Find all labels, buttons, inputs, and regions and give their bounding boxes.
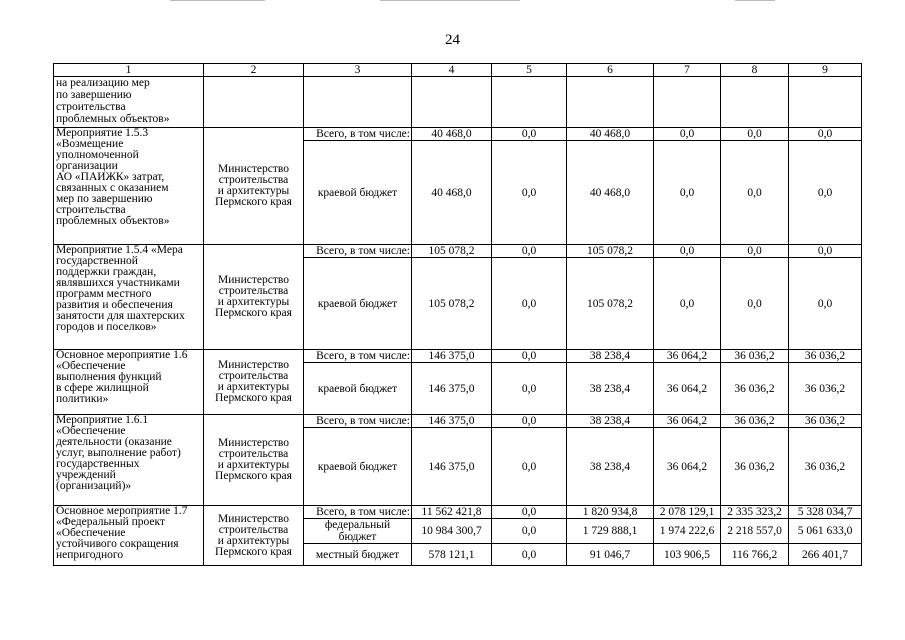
executor-line: Министерство [218, 437, 289, 449]
page-number: 24 [445, 32, 460, 48]
amount-cell: 146 375,0 [412, 428, 492, 506]
description-line: устойчивого сокращения [56, 538, 179, 550]
description-line: АО «ПАИЖК» затрат, [56, 171, 165, 183]
amount-cell: 1 820 934,8 [567, 506, 654, 519]
table-row [54, 415, 862, 428]
empty-cell [567, 77, 654, 128]
column-header: 9 [789, 64, 862, 77]
top-rule-middle [380, 0, 520, 1]
empty-cell [492, 77, 567, 128]
amount-cell: 2 078 129,1 [654, 506, 721, 519]
measure-description [54, 506, 204, 566]
executor-line: Пермского края [215, 307, 292, 319]
description-line: Мероприятие 1.5.3 [56, 127, 149, 139]
description-line: мер по завершению [56, 193, 153, 205]
amount-cell: 0,0 [721, 258, 789, 350]
executor-line: и архитектуры [217, 185, 290, 197]
description-line: «Обеспечение [56, 527, 126, 539]
executor-line: и архитектуры [217, 381, 290, 393]
funding-source [304, 141, 412, 245]
funding-source-total: Всего, в том числе: [304, 128, 412, 141]
amount-cell: 0,0 [492, 350, 567, 363]
top-rule-right [735, 0, 775, 1]
amount-cell: 40 468,0 [412, 128, 492, 141]
amount-cell: 0,0 [492, 519, 567, 544]
measure-description [54, 350, 204, 415]
funding-source-line: краевой бюджет [317, 186, 398, 199]
amount-cell: 0,0 [492, 544, 567, 566]
table-row [54, 128, 862, 141]
description-line: строительства [56, 204, 126, 216]
description-line: программ местного [56, 288, 152, 300]
amount-cell: 0,0 [789, 245, 862, 258]
amount-cell: 116 766,2 [721, 544, 789, 566]
amount-cell: 36 036,2 [721, 428, 789, 506]
column-header: 8 [721, 64, 789, 77]
amount-cell: 0,0 [492, 415, 567, 428]
amount-cell: 40 468,0 [412, 141, 492, 245]
measure-description [54, 128, 204, 245]
empty-cell [654, 77, 721, 128]
description-line: Мероприятие 1.5.4 «Мера [56, 244, 183, 256]
description-line: развития и обеспечения [56, 299, 173, 311]
funding-source-total: Всего, в том числе: [304, 506, 412, 519]
description-line: Мероприятие 1.6.1 [56, 414, 149, 426]
amount-cell: 105 078,2 [412, 258, 492, 350]
description-line: проблемных объектов» [56, 113, 170, 125]
funding-source-line: краевой бюджет [317, 460, 398, 473]
amount-cell: 2 218 557,0 [721, 519, 789, 544]
empty-cell [304, 77, 412, 128]
column-header: 6 [567, 64, 654, 77]
column-header: 3 [304, 64, 412, 77]
table-row [54, 77, 862, 128]
amount-cell: 105 078,2 [567, 245, 654, 258]
amount-cell: 146 375,0 [412, 363, 492, 415]
executor-line: Пермского края [215, 392, 292, 404]
description-line: услуг, выполнение работ) [56, 447, 181, 459]
executor-line: строительства [218, 523, 289, 536]
amount-cell: 38 238,4 [567, 428, 654, 506]
funding-source [304, 519, 412, 544]
description-line: «Обеспечение [56, 360, 126, 372]
amount-cell: 578 121,1 [412, 544, 492, 566]
funding-source-total: Всего, в том числе: [304, 350, 412, 363]
measure-description [54, 77, 204, 128]
amount-cell: 0,0 [789, 258, 862, 350]
amount-cell: 40 468,0 [567, 141, 654, 245]
description-line: занятости для шахтерских [56, 310, 185, 322]
funding-source [304, 428, 412, 506]
amount-cell: 0,0 [492, 506, 567, 519]
description-line: уполномоченной [56, 149, 139, 161]
amount-cell: 36 036,2 [721, 415, 789, 428]
amount-cell: 0,0 [789, 128, 862, 141]
description-line: «Возмещение [56, 138, 124, 150]
description-line: связанных с оказанием [56, 182, 169, 194]
amount-cell: 0,0 [492, 245, 567, 258]
description-line: в сфере жилищной [56, 382, 149, 394]
description-line: государственных [56, 458, 140, 470]
funding-source-line: краевой бюджет [317, 382, 398, 395]
amount-cell: 1 729 888,1 [567, 519, 654, 544]
executor-line: строительства [218, 174, 289, 186]
empty-cell [721, 77, 789, 128]
executor [204, 245, 304, 350]
funding-source [304, 258, 412, 350]
amount-cell: 36 064,2 [654, 415, 721, 428]
amount-cell: 5 061 633,0 [789, 519, 862, 544]
description-line: Основное мероприятие 1.6 [56, 349, 188, 361]
executor-line: Министерство [218, 163, 289, 175]
column-header: 4 [412, 64, 492, 77]
amount-cell: 10 984 300,7 [412, 519, 492, 544]
empty-cell [789, 77, 862, 128]
amount-cell: 266 401,7 [789, 544, 862, 566]
amount-cell: 0,0 [492, 141, 567, 245]
description-line: поддержки граждан, [56, 266, 157, 278]
executor-line: Министерство [218, 274, 289, 286]
executor-line: Министерство [218, 512, 289, 525]
executor [204, 350, 304, 415]
amount-cell: 36 064,2 [654, 363, 721, 415]
executor-line: строительства [218, 370, 289, 382]
executor-line: строительства [218, 285, 289, 297]
column-number-row [54, 64, 862, 77]
description-line: на реализацию мер [56, 77, 150, 89]
amount-cell: 36 036,2 [789, 428, 862, 506]
funding-source-line: федеральный [324, 519, 391, 531]
budget-table [53, 63, 862, 566]
description-line: строительства [56, 101, 126, 113]
amount-cell: 36 064,2 [654, 350, 721, 363]
funding-source-total: Всего, в том числе: [304, 415, 412, 428]
amount-cell: 36 036,2 [789, 363, 862, 415]
amount-cell: 0,0 [721, 245, 789, 258]
description-line: по завершению [56, 89, 132, 101]
amount-cell: 11 562 421,8 [412, 506, 492, 519]
description-line: «Федеральный проект [56, 516, 165, 528]
amount-cell: 0,0 [789, 141, 862, 245]
description-line: (организаций)» [56, 480, 132, 492]
description-line: организации [56, 160, 118, 172]
amount-cell: 0,0 [492, 128, 567, 141]
amount-cell: 105 078,2 [567, 258, 654, 350]
amount-cell: 36 036,2 [789, 350, 862, 363]
description-line: политики» [56, 393, 109, 405]
description-line: государственной [56, 255, 138, 267]
amount-cell: 1 974 222,6 [654, 519, 721, 544]
amount-cell: 36 036,2 [789, 415, 862, 428]
amount-cell: 0,0 [492, 363, 567, 415]
executor-line: Пермского края [215, 545, 292, 558]
funding-source-total: Всего, в том числе: [304, 245, 412, 258]
executor-line: строительства [218, 448, 289, 460]
empty-cell [204, 77, 304, 128]
column-header: 7 [654, 64, 721, 77]
amount-cell: 2 335 323,2 [721, 506, 789, 519]
amount-cell: 146 375,0 [412, 415, 492, 428]
executor-line: Пермского края [215, 196, 292, 208]
executor-line: Пермского края [215, 470, 292, 482]
top-rule-left [170, 0, 265, 1]
executor-line: и архитектуры [217, 459, 290, 471]
measure-description [54, 245, 204, 350]
amount-cell: 0,0 [654, 258, 721, 350]
column-header: 2 [204, 64, 304, 77]
measure-description [54, 415, 204, 506]
executor-line: и архитектуры [217, 296, 290, 308]
amount-cell: 105 078,2 [412, 245, 492, 258]
amount-cell: 36 036,2 [721, 363, 789, 415]
amount-cell: 40 468,0 [567, 128, 654, 141]
description-line: городов и поселков» [56, 321, 157, 333]
amount-cell: 36 036,2 [721, 350, 789, 363]
executor-line: и архитектуры [217, 534, 290, 547]
funding-source-line: бюджет [338, 531, 377, 543]
amount-cell: 0,0 [721, 141, 789, 245]
table-row [54, 350, 862, 363]
description-line: «Обеспечение [56, 425, 126, 437]
amount-cell: 38 238,4 [567, 350, 654, 363]
amount-cell: 36 064,2 [654, 428, 721, 506]
table-row [54, 506, 862, 519]
amount-cell: 146 375,0 [412, 350, 492, 363]
column-header: 1 [54, 64, 204, 77]
funding-source-line: местный бюджет [315, 548, 400, 561]
executor [204, 128, 304, 245]
executor [204, 415, 304, 506]
amount-cell: 0,0 [654, 128, 721, 141]
amount-cell: 38 238,4 [567, 415, 654, 428]
amount-cell: 103 906,5 [654, 544, 721, 566]
description-line: проблемных объектов» [56, 215, 170, 227]
description-line: Основное мероприятие 1.7 [56, 505, 188, 517]
amount-cell: 0,0 [492, 428, 567, 506]
executor [204, 506, 304, 566]
description-line: выполнения функций [56, 371, 162, 383]
amount-cell: 0,0 [654, 141, 721, 245]
column-header: 5 [492, 64, 567, 77]
executor-line: Министерство [218, 359, 289, 371]
amount-cell: 91 046,7 [567, 544, 654, 566]
funding-source [304, 363, 412, 415]
amount-cell: 0,0 [654, 245, 721, 258]
amount-cell: 0,0 [721, 128, 789, 141]
table-row [54, 245, 862, 258]
description-line: являвшихся участниками [56, 277, 180, 289]
amount-cell: 38 238,4 [567, 363, 654, 415]
funding-source [304, 544, 412, 566]
description-line: учреждений [56, 469, 116, 481]
funding-source-line: краевой бюджет [317, 297, 398, 310]
amount-cell: 0,0 [492, 258, 567, 350]
description-line: деятельности (оказание [56, 436, 172, 448]
amount-cell: 5 328 034,7 [789, 506, 862, 519]
empty-cell [412, 77, 492, 128]
description-line: непригодного [56, 549, 124, 561]
